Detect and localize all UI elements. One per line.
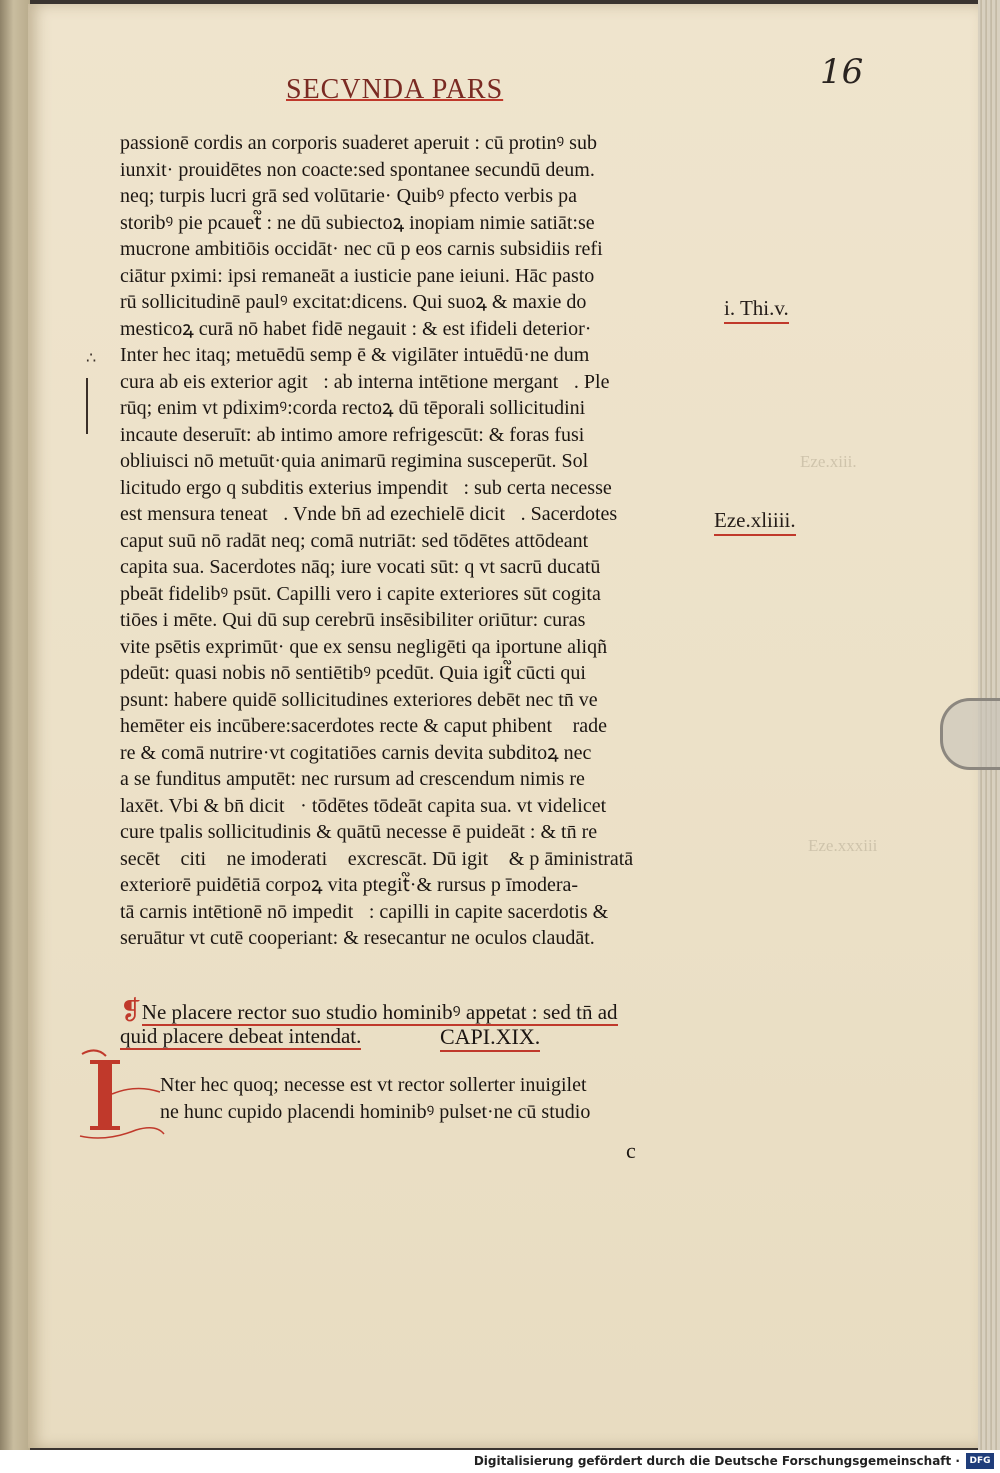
text-line: seruātur vt cutē cooperiant: & resecantur ne oculos claudāt. — [120, 927, 595, 949]
text-line: rū sollicitudinē paulꝰ excitat:dicens. Qui suoꝝ & maxie do — [120, 291, 587, 313]
show-through-note: Eze.xxxiii — [808, 836, 878, 855]
text-line: caput suū nō radāt neq; comā nutriāt: sed tōdētes attōdeant — [120, 529, 589, 552]
text-line: est mensura teneat᷑. Vnde bn̄ ad ezechielē dicit᷑. Sacerdotes — [120, 503, 618, 525]
text-line: tā carnis intētionē nō impedit᷑: capilli in capite sacerdotis & — [120, 900, 609, 923]
folio-number: 16 — [820, 52, 864, 92]
text-line: obliuisci nō metuūt·quia animarū regimina susceperūt. Sol — [120, 450, 589, 472]
text-line: storibꝰ pie pcauet᷑ : ne dū subiectoꝝ inopiam nimie satiāt:se — [120, 211, 595, 234]
text-line: laxēt. Vbi & bn̄ dicit᷑· tōdētes tōdeāt capita sua. vt videlicet — [120, 794, 607, 817]
chapter-text — [160, 1072, 720, 1125]
margin-reference: Eze.xliiii. — [714, 508, 796, 536]
rubricated-initial — [76, 1044, 166, 1144]
margin-reference: i. Thi.v. — [724, 296, 789, 324]
text-line: licitudo ergo q subditis exterius impendit᷑: sub certa necesse — [120, 476, 612, 499]
text-line: Inter hec itaq; metuēdū semp ē & vigilāter intuēdū·ne dum — [120, 344, 590, 366]
text-line: vite psētis exprimūt· que ex sensu negligēti qa iportune aliqñ — [120, 635, 608, 658]
text-line: a se funditus amputēt: nec rursum ad crescendum nimis re — [120, 768, 585, 790]
text-line: ciātur pximi: ipsi remaneāt a iusticie pane ieiuni. Hāc pasto — [120, 264, 595, 287]
page-clip — [940, 698, 1000, 770]
text-line: cure tpalis sollicitudinis & quātū necesse ē puideāt : & tn̄ re — [120, 821, 598, 843]
text-line: hemēter eis incūbere:sacerdotes recte & caput phibent᷑ rade — [120, 715, 607, 737]
text-line: capita sua. Sacerdotes nāq; iure vocati sūt: q vt sacrū ducatū — [120, 556, 601, 578]
chapter-number: CAPI.XIX. — [440, 1024, 540, 1052]
text-line: mucrone ambitiōis occidāt· nec cū p eos carnis subsidiis refi — [120, 238, 603, 260]
margin-mark: ∴ — [86, 348, 97, 367]
text-line: pdeūt: quasi nobis nō sentiētibꝰ pcedūt. Quia igit᷑ cūcti qui — [120, 662, 586, 684]
text-line: cura ab eis exterior agit᷑: ab interna intētione mergant᷑. Ple — [120, 370, 610, 393]
rubric-text: Ne placere rector suo studio hominibꝰ appetat : sed tn̄ ad — [141, 1000, 618, 1024]
text-line: secēt᷑ citiꝰ ne imoderatiꝰ excrescāt. Dū igit᷑ & p āministratā — [120, 847, 634, 870]
dfg-logo: DFG — [966, 1453, 994, 1469]
funding-credit: Digitalisierung gefördert durch die Deutsche Forschungsgemeinschaft · — [473, 1454, 960, 1468]
text-line: mesticoꝝ curā nō habet fidē negauit : & est ifideli deterior· — [120, 317, 592, 340]
text-line: iunxit· prouidētes non coacte:sed spontanee secundū deum. — [120, 158, 595, 181]
footer-bar — [0, 1450, 1000, 1473]
margin-line — [86, 378, 88, 434]
text-line: incaute deseruīt: ab intimo amore refrigescūt: & foras fusi — [120, 423, 585, 446]
rubric-text: quid placere debeat intendat. — [120, 1024, 362, 1048]
signature-mark: c — [626, 1138, 636, 1163]
text-line: exteriorē puidētiā corpoꝝ vita ptegit᷑·& rursus p īmodera- — [120, 874, 579, 896]
text-line: re & comā nutrire·vt cogitatiōes carnis devita subditoꝝ nec — [120, 741, 592, 764]
chapter-rubric-line — [120, 1024, 720, 1049]
text-line: passionē cordis an corporis suaderet aperuit : cū protinꝰ sub — [120, 132, 597, 154]
running-head: SECVNDA PARS — [286, 74, 504, 105]
text-line: rūq; enim vt pdiximꝰ:corda rectoꝝ dū tēporali sollicitudini — [120, 397, 586, 419]
chapter-rubric-line — [120, 996, 720, 1026]
body-text — [120, 130, 720, 952]
show-through-note: Eze.xiii. — [800, 452, 857, 471]
text-line: neq; turpis lucri grā sed volūtarie· Quibꝰ pfecto verbis pa — [120, 185, 577, 207]
text-line: pbeāt fidelibꝰ psūt. Capilli vero i capite exteriores sūt cogita — [120, 582, 601, 605]
text-line: ne hunc cupido placendi hominibꝰ pulset·ne cū studio — [160, 1100, 591, 1123]
text-line: tiōes i mēte. Qui dū sup cerebrū insēsibiliter oriūtur: curas — [120, 609, 586, 631]
paragraph-mark: ❡ — [120, 996, 142, 1025]
facing-page-edge — [0, 0, 30, 1450]
text-line: Nter hec quoq; necesse est vt rector sollerter inuigilet — [160, 1074, 587, 1096]
text-line: psunt: habere quidē sollicitudines exteriores debēt nec tn̄ ve — [120, 688, 598, 711]
